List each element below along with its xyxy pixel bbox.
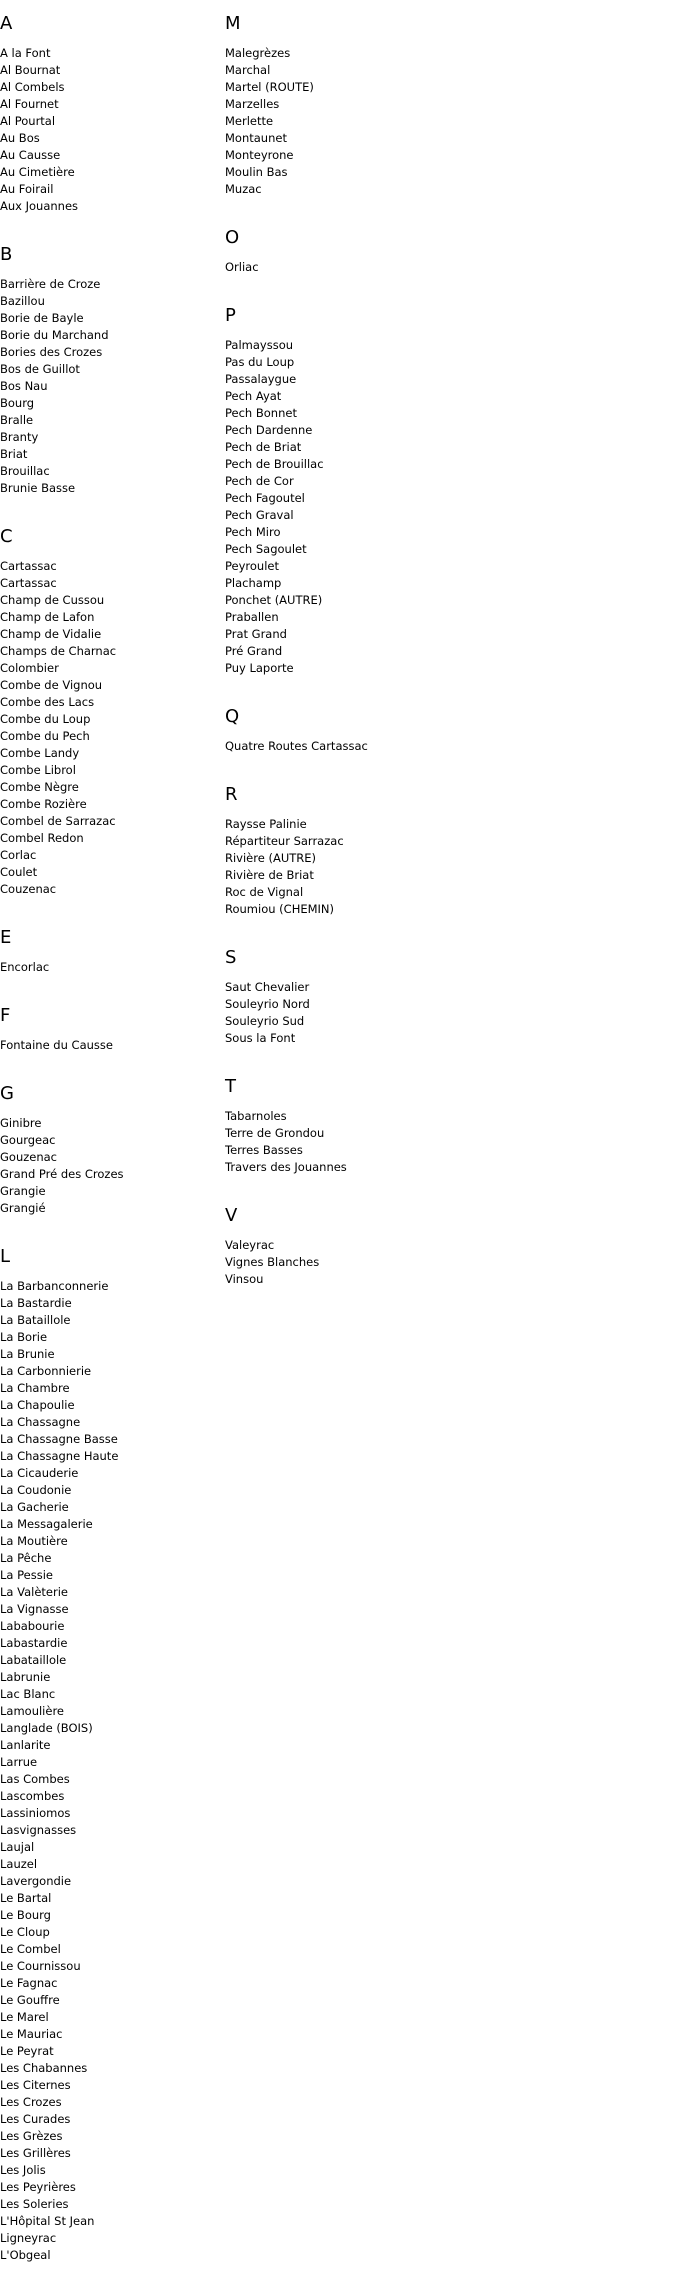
place-link[interactable]: Rivière (AUTRE) (225, 851, 317, 865)
place-link[interactable]: Merlette (225, 114, 274, 128)
entry-list (0, 1278, 225, 2264)
section-spacer (225, 276, 450, 292)
section-spacer (225, 1176, 450, 1192)
entry-list (0, 276, 225, 497)
place-link[interactable]: Terres Basses (225, 1143, 303, 1157)
place-link[interactable]: Pech Miro (225, 525, 281, 539)
place-link[interactable]: Moulin Bas (225, 165, 288, 179)
place-link[interactable]: Marchal (225, 63, 271, 77)
place-link[interactable]: Pré Grand (225, 644, 283, 658)
place-link[interactable]: Briat (0, 447, 28, 461)
place-link[interactable]: Terre de Grondou (225, 1126, 325, 1140)
place-link[interactable]: Pech de Brouillac (225, 457, 324, 471)
place-link[interactable]: Quatre Routes Cartassac (225, 739, 368, 753)
letter-section-f (0, 1005, 225, 1070)
letter-heading: B (0, 244, 13, 265)
place-link[interactable]: Encorlac (0, 960, 50, 974)
section-spacer (225, 918, 450, 934)
place-link[interactable]: Roc de Vignal (225, 885, 304, 899)
place-link[interactable]: Champ de Lafon (0, 610, 95, 624)
entry-list (225, 1237, 450, 1288)
place-link[interactable]: Brunie Basse (0, 481, 76, 495)
place-link[interactable]: La Chassagne Haute (0, 1449, 119, 1463)
place-link[interactable]: Pech Ayat (225, 389, 282, 403)
letter-heading: V (225, 1205, 238, 1226)
place-link[interactable]: Las Combes (0, 1772, 70, 1786)
place-link[interactable]: Les Peyrières (0, 2180, 76, 2194)
section-spacer (0, 2264, 225, 2280)
place-link[interactable]: Pech Bonnet (225, 406, 297, 420)
place-link[interactable]: Combe Nègre (0, 780, 79, 794)
place-link[interactable]: Combe du Pech (0, 729, 90, 743)
section-spacer (0, 898, 225, 914)
place-link[interactable]: Labataillole (0, 1653, 67, 1667)
place-link[interactable]: Au Foirail (0, 182, 54, 196)
place-link[interactable]: Marzelles (225, 97, 280, 111)
place-link[interactable]: Lamoulière (0, 1704, 64, 1718)
place-link[interactable]: Peyroulet (225, 559, 279, 573)
place-link[interactable]: La Messagalerie (0, 1517, 93, 1531)
place-link[interactable]: Laujal (0, 1840, 35, 1854)
place-link[interactable]: Les Curades (0, 2112, 71, 2126)
entry-list (225, 45, 450, 198)
place-link[interactable]: Lac Blanc (0, 1687, 56, 1701)
section-spacer (225, 755, 450, 771)
place-link[interactable]: Les Grillères (0, 2146, 71, 2160)
letter-heading: R (225, 784, 238, 805)
place-link[interactable]: L'Hôpital St Jean (0, 2214, 95, 2228)
place-link[interactable]: Barrière de Croze (0, 277, 101, 291)
index-column-left (0, 0, 225, 2280)
place-link[interactable]: Pech de Briat (225, 440, 302, 454)
place-link[interactable]: Plachamp (225, 576, 282, 590)
place-link[interactable]: Pech Graval (225, 508, 294, 522)
place-link[interactable]: Larrue (0, 1755, 38, 1769)
place-link[interactable]: Au Bos (0, 131, 40, 145)
place-link[interactable]: La Chapoulie (0, 1398, 75, 1412)
place-link[interactable]: Sous la Font (225, 1031, 296, 1045)
place-link[interactable]: La Carbonnierie (0, 1364, 92, 1378)
letter-section-g (0, 1083, 225, 1233)
place-link[interactable]: Corlac (0, 848, 37, 862)
place-link[interactable]: Le Bourg (0, 1908, 51, 1922)
place-link[interactable]: Combe des Lacs (0, 695, 95, 709)
place-link[interactable]: Répartiteur Sarrazac (225, 834, 344, 848)
place-link[interactable]: Palmayssou (225, 338, 294, 352)
place-link[interactable]: Le Combel (0, 1942, 61, 1956)
place-link[interactable]: Vinsou (225, 1272, 264, 1286)
place-link[interactable]: Grangié (0, 1201, 46, 1215)
letter-heading: E (0, 927, 12, 948)
place-link[interactable]: Gourgeac (0, 1133, 56, 1147)
place-link[interactable]: Al Combels (0, 80, 65, 94)
place-link[interactable]: Prat Grand (225, 627, 287, 641)
entry-list (225, 816, 450, 918)
place-link[interactable]: Coulet (0, 865, 38, 879)
letter-section-v (225, 1205, 450, 1304)
place-link[interactable]: Gouzenac (0, 1150, 58, 1164)
letter-section-t (225, 1076, 450, 1192)
entry-list (0, 1037, 225, 1054)
place-link[interactable]: Lassiniomos (0, 1806, 71, 1820)
letter-heading: P (225, 305, 236, 326)
place-link[interactable]: Raysse Palinie (225, 817, 307, 831)
place-link[interactable]: Lababourie (0, 1619, 65, 1633)
place-link[interactable]: Bralle (0, 413, 34, 427)
entry-list (225, 1108, 450, 1176)
place-link[interactable]: Couzenac (0, 882, 57, 896)
letter-section-r (225, 784, 450, 934)
place-link[interactable]: L'Obgeal (0, 2248, 51, 2262)
place-link[interactable]: La Bastardie (0, 1296, 72, 1310)
place-link[interactable]: Pech de Cor (225, 474, 294, 488)
letter-section-c (0, 526, 225, 914)
place-link[interactable]: Lavergondie (0, 1874, 72, 1888)
entry-list (225, 738, 450, 755)
place-link[interactable]: Al Fournet (0, 97, 59, 111)
place-link[interactable]: Muzac (225, 182, 262, 196)
place-link[interactable]: La Cicauderie (0, 1466, 79, 1480)
place-link[interactable]: Martel (ROUTE) (225, 80, 314, 94)
section-spacer (225, 198, 450, 214)
letter-heading: O (225, 227, 240, 248)
section-spacer (0, 1054, 225, 1070)
place-link[interactable]: Bourg (0, 396, 35, 410)
place-link[interactable]: Saut Chevalier (225, 980, 310, 994)
section-spacer (0, 215, 225, 231)
place-link[interactable]: Pas du Loup (225, 355, 295, 369)
letter-heading: A (0, 13, 13, 34)
place-link[interactable]: Cartassac (0, 576, 57, 590)
letter-section-l (0, 1246, 225, 2280)
entry-list (225, 337, 450, 677)
place-link[interactable]: Branty (0, 430, 39, 444)
letter-section-s (225, 947, 450, 1063)
section-spacer (225, 1047, 450, 1063)
place-link[interactable]: Lasvignasses (0, 1823, 77, 1837)
place-link[interactable]: Le Bartal (0, 1891, 52, 1905)
place-link[interactable]: La Bataillole (0, 1313, 71, 1327)
letter-section-e (0, 927, 225, 992)
entry-list (0, 558, 225, 898)
entry-list (0, 1115, 225, 1217)
place-link[interactable]: Travers des Jouannes (225, 1160, 347, 1174)
entry-list (0, 959, 225, 976)
place-link[interactable]: Au Cimetière (0, 165, 75, 179)
place-link[interactable]: Monteyrone (225, 148, 294, 162)
place-link[interactable]: Malegrèzes (225, 46, 291, 60)
place-link[interactable]: Combe de Vignou (0, 678, 103, 692)
place-link[interactable]: Combel de Sarrazac (0, 814, 116, 828)
place-link[interactable]: La Chassagne Basse (0, 1432, 118, 1446)
place-link[interactable]: Combe Landy (0, 746, 80, 760)
place-link[interactable]: Grangie (0, 1184, 46, 1198)
place-link[interactable]: Roumiou (CHEMIN) (225, 902, 335, 916)
place-link[interactable]: Lanlarite (0, 1738, 51, 1752)
letter-heading: Q (225, 706, 240, 727)
place-link[interactable]: Praballen (225, 610, 279, 624)
place-link[interactable]: Lascombes (0, 1789, 65, 1803)
letter-heading: L (0, 1246, 11, 1267)
place-link[interactable]: Bos Nau (0, 379, 48, 393)
place-link[interactable]: Les Grèzes (0, 2129, 63, 2143)
place-link[interactable]: Le Mauriac (0, 2027, 63, 2041)
place-link[interactable]: Combe Rozière (0, 797, 87, 811)
section-spacer (225, 1288, 450, 1304)
section-spacer (0, 1217, 225, 1233)
place-link[interactable]: Bazillou (0, 294, 45, 308)
place-link[interactable]: Le Cloup (0, 1925, 50, 1939)
letter-heading: M (225, 13, 241, 34)
place-link[interactable]: Borie de Bayle (0, 311, 84, 325)
place-link[interactable]: Borie du Marchand (0, 328, 109, 342)
letter-heading: G (0, 1083, 14, 1104)
place-link[interactable]: Cartassac (0, 559, 57, 573)
place-link[interactable]: Le Cournissou (0, 1959, 81, 1973)
place-link[interactable]: Tabarnoles (225, 1109, 287, 1123)
place-link[interactable]: Au Causse (0, 148, 61, 162)
place-link[interactable]: Colombier (0, 661, 59, 675)
place-link[interactable]: Labrunie (0, 1670, 51, 1684)
letter-section-a (0, 13, 225, 231)
place-link[interactable]: Ligneyrac (0, 2231, 57, 2245)
place-link[interactable]: Al Pourtal (0, 114, 56, 128)
place-link[interactable]: Lauzel (0, 1857, 38, 1871)
place-link[interactable]: Bories des Crozes (0, 345, 103, 359)
place-link[interactable]: Pech Sagoulet (225, 542, 307, 556)
section-spacer (0, 976, 225, 992)
place-link[interactable]: Langlade (BOIS) (0, 1721, 93, 1735)
index-column-right (225, 0, 450, 1304)
place-link[interactable]: Pech Dardenne (225, 423, 313, 437)
place-link[interactable]: La Chassagne (0, 1415, 81, 1429)
place-link[interactable]: Labastardie (0, 1636, 68, 1650)
place-link[interactable]: Montaunet (225, 131, 287, 145)
place-link[interactable]: Souleyrio Sud (225, 1014, 305, 1028)
section-spacer (0, 497, 225, 513)
place-link[interactable]: Champ de Cussou (0, 593, 105, 607)
place-link[interactable]: La Chambre (0, 1381, 70, 1395)
letter-section-m (225, 13, 450, 214)
letter-heading: T (225, 1076, 236, 1097)
place-link[interactable]: La Moutière (0, 1534, 68, 1548)
place-link[interactable]: Bos de Guillot (0, 362, 80, 376)
place-link[interactable]: Le Marel (0, 2010, 49, 2024)
place-link[interactable]: Orliac (225, 260, 259, 274)
place-link[interactable]: Aux Jouannes (0, 199, 79, 213)
place-link[interactable]: Les Chabannes (0, 2061, 88, 2075)
place-link[interactable]: La Coudonie (0, 1483, 72, 1497)
letter-section-p (225, 305, 450, 693)
place-link[interactable]: Les Jolis (0, 2163, 46, 2177)
section-spacer (225, 677, 450, 693)
place-link[interactable]: Grand Pré des Crozes (0, 1167, 124, 1181)
place-link[interactable]: Combe du Loup (0, 712, 91, 726)
place-link[interactable]: La Gacherie (0, 1500, 69, 1514)
place-link[interactable]: La Vignasse (0, 1602, 69, 1616)
place-link[interactable]: Al Bournat (0, 63, 61, 77)
place-link[interactable]: Combel Redon (0, 831, 84, 845)
entry-list (225, 259, 450, 276)
place-link[interactable]: Le Gouffre (0, 1993, 60, 2007)
place-link[interactable]: La Valèterie (0, 1585, 68, 1599)
place-link[interactable]: Le Fagnac (0, 1976, 58, 1990)
letter-section-q (225, 706, 450, 771)
place-link[interactable]: A la Font (0, 46, 51, 60)
place-link[interactable]: Ponchet (AUTRE) (225, 593, 323, 607)
entry-list (225, 979, 450, 1047)
place-link[interactable]: Le Peyrat (0, 2044, 54, 2058)
place-link[interactable]: Les Soleries (0, 2197, 69, 2211)
place-link[interactable]: Combe Librol (0, 763, 76, 777)
place-link[interactable]: Champs de Charnac (0, 644, 117, 658)
place-link[interactable]: Les Crozes (0, 2095, 62, 2109)
place-link[interactable]: Passalaygue (225, 372, 297, 386)
letter-section-b (0, 244, 225, 513)
letter-heading: C (0, 526, 13, 547)
place-link[interactable]: Rivière de Briat (225, 868, 314, 882)
place-link[interactable]: La Pêche (0, 1551, 52, 1565)
letter-heading: S (225, 947, 237, 968)
letter-heading: F (0, 1005, 11, 1026)
place-link[interactable]: Valeyrac (225, 1238, 275, 1252)
place-link[interactable]: La Pessie (0, 1568, 53, 1582)
place-link[interactable]: Pech Fagoutel (225, 491, 305, 505)
place-link[interactable]: Souleyrio Nord (225, 997, 310, 1011)
place-link[interactable]: Les Citernes (0, 2078, 71, 2092)
entry-list (0, 45, 225, 215)
place-link[interactable]: Ginibre (0, 1116, 42, 1130)
place-link[interactable]: La Barbanconnerie (0, 1279, 109, 1293)
place-link[interactable]: La Brunie (0, 1347, 55, 1361)
place-link[interactable]: Vignes Blanches (225, 1255, 320, 1269)
place-link[interactable]: Brouillac (0, 464, 50, 478)
place-link[interactable]: La Borie (0, 1330, 48, 1344)
place-link[interactable]: Puy Laporte (225, 661, 294, 675)
letter-section-o (225, 227, 450, 292)
place-link[interactable]: Champ de Vidalie (0, 627, 102, 641)
place-link[interactable]: Fontaine du Causse (0, 1038, 113, 1052)
